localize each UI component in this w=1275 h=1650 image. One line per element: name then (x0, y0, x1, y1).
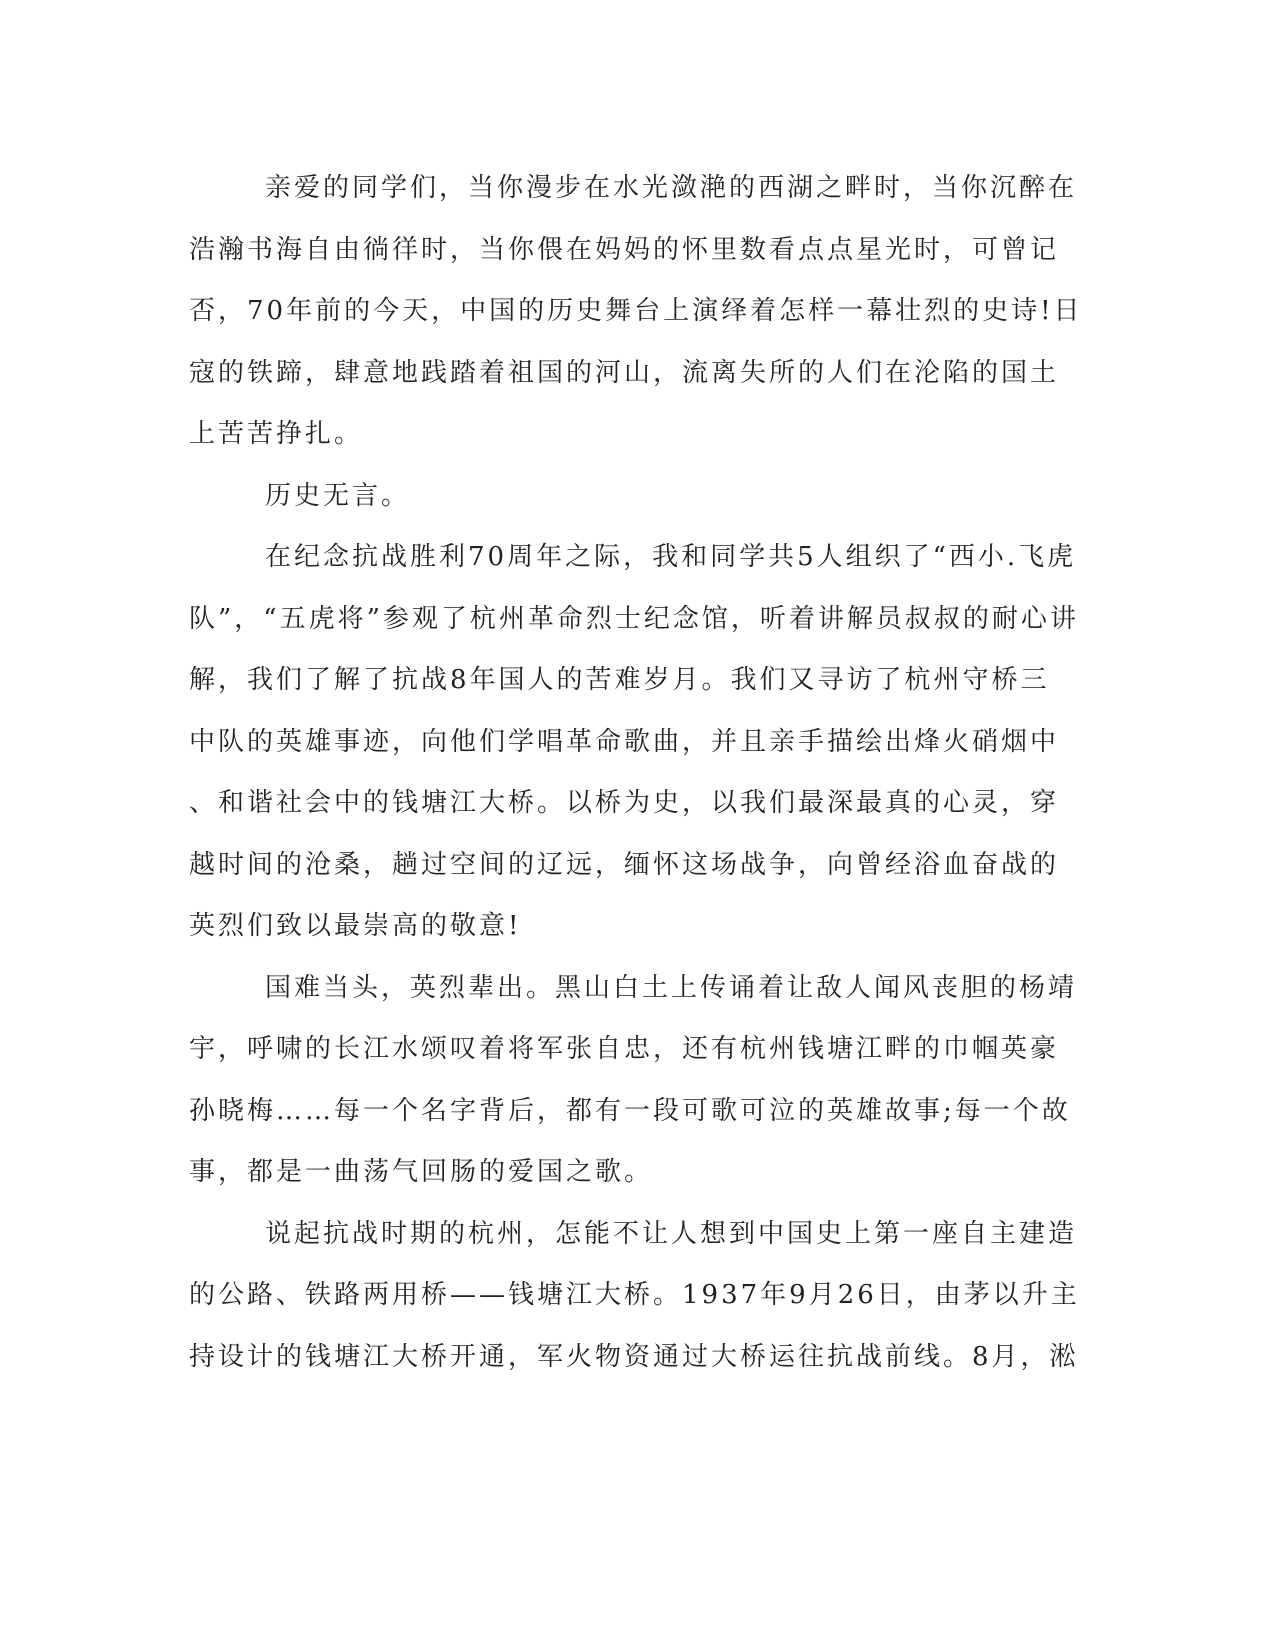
text-line: 上苦苦挣扎。 (189, 419, 364, 449)
text-line: 国难当头，英烈辈出。黑山白土上传诵着让敌人闻风丧胆的杨靖 (265, 972, 1078, 1003)
text-line: 事，都是一曲荡气回肠的爱国之歌。 (189, 1157, 654, 1187)
text-line: 否，70年前的今天，中国的历史舞台上演绎着怎样一幕壮烈的史诗!日 (189, 296, 1083, 326)
text-line: 持设计的钱塘江大桥开通，军火物资通过大桥运往抗战前线。8月，淞 (189, 1341, 1079, 1372)
text-line: 、和谐社会中的钱塘江大桥。以桥为史，以我们最深最真的心灵，穿 (189, 788, 1060, 818)
text-line: 中队的英雄事迹，向他们学唱革命歌曲，并且亲手描绘出烽火硝烟中 (189, 726, 1060, 757)
text-line: 在纪念抗战胜利70周年之际，我和同学共5人组织了“西小.飞虎 (265, 542, 1077, 572)
text-line: 浩瀚书海自由徜徉时，当你偎在妈妈的怀里数看点点星光时，可曾记 (189, 234, 1060, 265)
document-body (189, 158, 1085, 1388)
text-line: 越时间的沧桑，趟过空间的辽远，缅怀这场战争，向曾经浴血奋战的 (189, 849, 1060, 880)
text-line: 寇的铁蹄，肆意地践踏着祖国的河山，流离失所的人们在沦陷的国土 (189, 357, 1060, 388)
text-line: 宇，呼啸的长江水颂叹着将军张自忠，还有杭州钱塘江畔的巾帼英豪 (189, 1034, 1060, 1064)
text-line: 孙晓梅……每一个名字背后，都有一段可歌可泣的英雄故事;每一个故 (189, 1095, 1071, 1126)
text-line: 说起抗战时期的杭州，怎能不让人想到中国史上第一座自主建造 (265, 1218, 1078, 1249)
text-line: 队”，“五虎将”参观了杭州革命烈士纪念馆，听着讲解员叔叔的耐心讲 (189, 603, 1079, 634)
text-line: 的公路、铁路两用桥——钱塘江大桥。1937年9月26日，由茅以升主 (189, 1280, 1080, 1310)
text-line: 亲爱的同学们，当你漫步在水光潋滟的西湖之畔时，当你沉醉在 (265, 173, 1078, 203)
text-line: 解，我们了解了抗战8年国人的苦难岁月。我们又寻访了杭州守桥三 (189, 665, 1050, 695)
text-line: 历史无言。 (265, 480, 411, 511)
text-line: 英烈们致以最崇高的敬意! (189, 911, 522, 941)
